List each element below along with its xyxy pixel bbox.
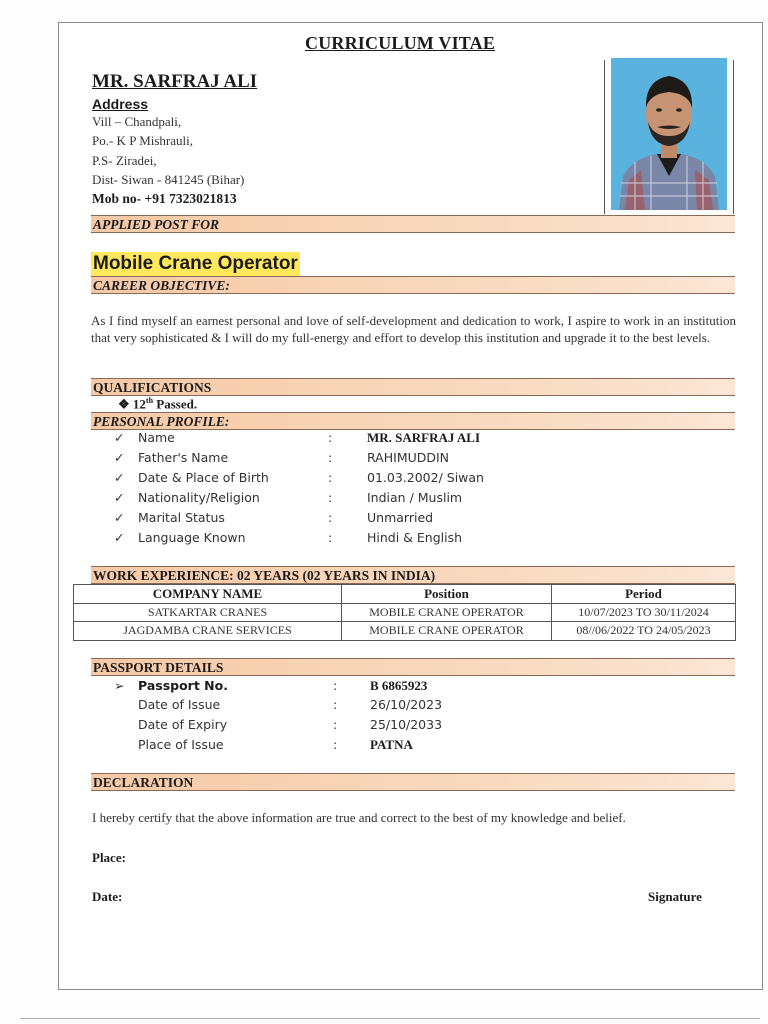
qualification-class: 12 — [132, 396, 146, 412]
address-line: Vill – Chandpali, — [92, 114, 182, 129]
passport-row — [114, 697, 734, 717]
profile-row — [114, 470, 734, 490]
work-experience-band — [91, 566, 735, 584]
column-header: COMPANY NAME — [74, 585, 342, 604]
position-cell: MOBILE CRANE OPERATOR — [342, 603, 552, 622]
signature-label: Signature — [648, 889, 702, 904]
colon-separator: : — [333, 737, 338, 752]
profile-label: Date & Place of Birth — [138, 470, 269, 485]
date-label: Date: — [92, 889, 123, 904]
colon-separator: : — [328, 450, 333, 465]
applicant-photo — [611, 58, 727, 210]
document-title: CURRICULUM VITAE — [305, 33, 496, 53]
address-line: P.S- Ziradei, — [92, 153, 157, 168]
passport-value: PATNA — [370, 737, 413, 752]
profile-value: Indian / Muslim — [367, 490, 463, 505]
checkmark-icon: ✓ — [114, 470, 125, 485]
passport-label: Place of Issue — [138, 737, 224, 752]
company-cell: SATKARTAR CRANES — [74, 603, 342, 622]
position-cell: MOBILE CRANE OPERATOR — [342, 622, 552, 641]
colon-separator: : — [333, 678, 338, 693]
checkmark-icon: ✓ — [114, 490, 125, 505]
address-heading: Address — [92, 96, 149, 112]
passport-value: 25/10/2033 — [370, 717, 443, 732]
colon-separator: : — [328, 510, 333, 525]
career-objective-band — [91, 276, 735, 294]
profile-row — [114, 450, 734, 470]
photo-frame — [604, 60, 734, 214]
colon-separator: : — [328, 470, 333, 485]
personal-profile-heading: PERSONAL PROFILE: — [93, 414, 230, 429]
passport-band — [91, 658, 735, 676]
passport-label: Date of Issue — [138, 697, 221, 712]
profile-row — [114, 490, 734, 510]
applied-post-band — [91, 215, 735, 233]
profile-label: Father's Name — [138, 450, 229, 465]
declaration-band — [91, 773, 735, 791]
column-header: Period — [552, 585, 736, 604]
profile-value: 01.03.2002/ Siwan — [367, 470, 484, 485]
passport-value: 26/10/2023 — [370, 697, 443, 712]
qualification-status: Passed. — [153, 396, 198, 412]
arrow-bullet-icon: ➢ — [114, 678, 125, 693]
profile-row — [114, 430, 734, 450]
table-row — [74, 603, 736, 622]
work-experience-table — [73, 584, 736, 641]
address-line: Po.- K P Mishrauli, — [92, 133, 193, 148]
profile-row — [114, 530, 734, 550]
diamond-bullet-icon: ❖ — [118, 396, 130, 412]
passport-row — [114, 717, 734, 737]
table-header-row — [74, 585, 736, 604]
profile-value: Hindi & English — [367, 530, 463, 545]
declaration-text: I hereby certify that the above information are true and correct to the best of my knowledge and belief. — [92, 810, 626, 825]
profile-label: Nationality/Religion — [138, 490, 260, 505]
checkmark-icon: ✓ — [114, 510, 125, 525]
colon-separator: : — [328, 530, 333, 545]
applied-post-title: Mobile Crane Operator — [93, 253, 298, 274]
career-objective-heading: CAREER OBJECTIVE: — [93, 278, 230, 293]
table-row — [74, 622, 736, 641]
checkmark-icon: ✓ — [114, 450, 125, 465]
profile-label: Language Known — [138, 530, 246, 545]
passport-heading: PASSPORT DETAILS — [93, 660, 224, 675]
profile-value: MR. SARFRAJ ALI — [367, 430, 481, 445]
colon-separator: : — [333, 697, 338, 712]
profile-label: Name — [138, 430, 175, 445]
qualification-ordinal: th — [145, 396, 154, 405]
passport-label: Date of Expiry — [138, 717, 228, 732]
applied-post-heading: APPLIED POST FOR — [93, 217, 220, 232]
profile-value: RAHIMUDDIN — [367, 450, 450, 465]
career-objective-text: As I find myself an earnest personal and love of self-development and dedication to work, I aspire to work in an institution that very sophisticated & I will do my full-energy and effort to develop this institution and upgrade it to the best levels. — [91, 313, 736, 345]
company-cell: JAGDAMBA CRANE SERVICES — [74, 622, 342, 641]
mobile-number: Mob no- +91 7323021813 — [92, 191, 237, 206]
passport-row — [114, 678, 734, 698]
scan-bottom-rule — [20, 1018, 760, 1019]
profile-label: Marital Status — [138, 510, 225, 525]
qualifications-heading: QUALIFICATIONS — [93, 380, 212, 395]
profile-value: Unmarried — [367, 510, 434, 525]
colon-separator: : — [333, 717, 338, 732]
place-label: Place: — [92, 850, 126, 865]
applicant-name: MR. SARFRAJ ALI — [92, 71, 258, 92]
profile-row — [114, 510, 734, 530]
declaration-heading: DECLARATION — [93, 775, 194, 790]
qualifications-band — [91, 378, 735, 396]
work-experience-heading: WORK EXPERIENCE: 02 YEARS (02 YEARS IN INDIA) — [93, 568, 436, 583]
passport-label: Passport No. — [138, 678, 228, 693]
passport-row — [114, 737, 734, 757]
checkmark-icon: ✓ — [114, 530, 125, 545]
address-line: Dist- Siwan - 841245 (Bihar) — [92, 172, 245, 187]
personal-profile-band — [91, 412, 735, 430]
column-header: Position — [342, 585, 552, 604]
period-cell: 10/07/2023 TO 30/11/2024 — [552, 603, 736, 622]
checkmark-icon: ✓ — [114, 430, 125, 445]
colon-separator: : — [328, 490, 333, 505]
qualification-item — [118, 396, 197, 412]
passport-value: B 6865923 — [370, 678, 428, 693]
period-cell: 08//06/2022 TO 24/05/2023 — [552, 622, 736, 641]
colon-separator: : — [328, 430, 333, 445]
